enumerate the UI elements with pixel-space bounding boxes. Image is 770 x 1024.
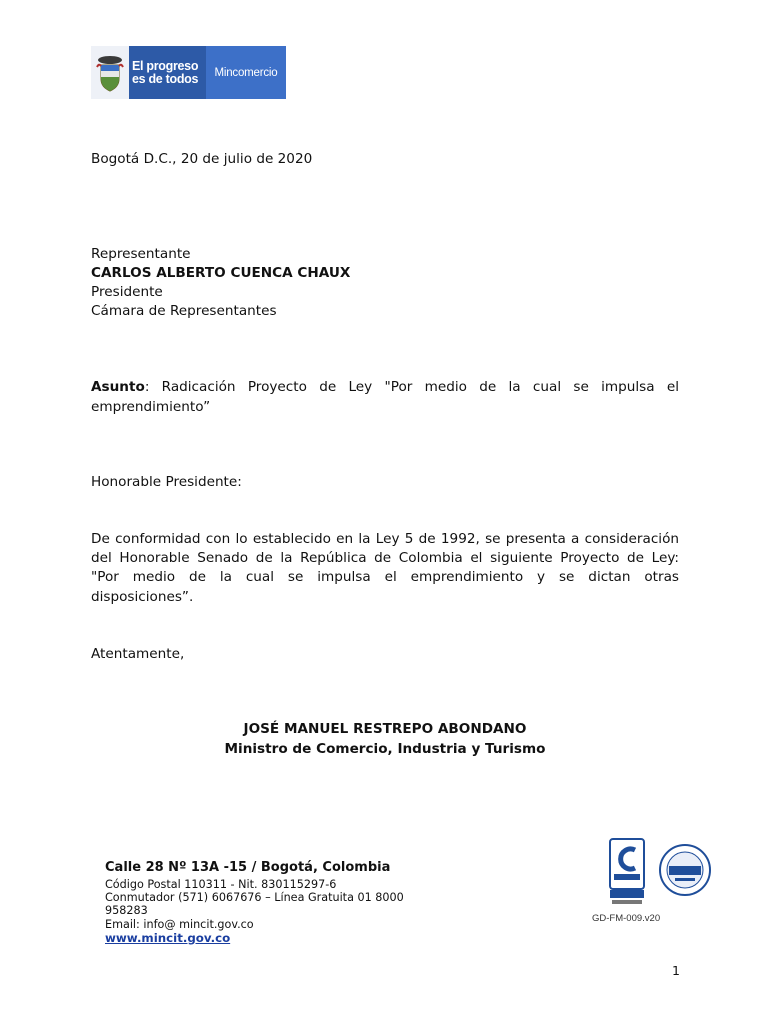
body-line4: disposiciones”. — [91, 589, 194, 605]
recipient-role: Presidente — [91, 284, 163, 300]
place-date: Bogotá D.C., 20 de julio de 2020 — [91, 151, 313, 167]
closing: Atentamente, — [91, 646, 185, 662]
signature-title: Ministro de Comercio, Industria y Turismo — [224, 741, 546, 757]
iqnet-seal-icon — [659, 844, 711, 896]
body-line2: del Honorable Senado de la República de Colombia el siguiente Proyecto de Ley: — [91, 550, 679, 566]
ministry-logo — [91, 46, 286, 99]
recipient-institution: Cámara de Representantes — [91, 303, 277, 319]
signature-name: JOSÉ MANUEL RESTREPO ABONDANO — [243, 721, 527, 737]
page-number: 1 — [672, 963, 680, 978]
footer-website-link[interactable]: www.mincit.gov.co — [105, 930, 231, 945]
subject-line2: emprendimiento” — [91, 399, 211, 415]
footer-address: Calle 28 Nº 13A -15 / Bogotá, Colombia — [105, 860, 391, 875]
subject-line1 — [91, 379, 679, 395]
form-code: GD-FM-009.v20 — [592, 913, 661, 924]
recipient-name: CARLOS ALBERTO CUENCA CHAUX — [91, 265, 351, 281]
footer-email: Email: info@ mincit.gov.co — [105, 917, 254, 931]
subject-text: : Radicación Proyecto de Ley "Por medio de la cual se impulsa el — [144, 379, 679, 395]
colombia-coat-of-arms-icon — [91, 46, 129, 99]
body-line1: De conformidad con lo establecido en la Ley 5 de 1992, se presenta a consideración — [91, 531, 679, 547]
recipient-title: Representante — [91, 246, 191, 262]
salutation: Honorable Presidente: — [91, 474, 242, 490]
brand-name: Mincomercio — [206, 46, 286, 99]
icontec-iso9001-seal-icon — [609, 838, 645, 906]
footer-phone-line1: Conmutador (571) 6067676 – Línea Gratuita 01 8000 — [105, 891, 404, 905]
footer-contact — [105, 860, 404, 945]
slogan-line1: El progreso — [132, 58, 199, 73]
footer-phone-line2: 958283 — [105, 904, 148, 918]
body-line3: "Por medio de la cual se impulsa el emprendimiento y se dictan otras — [91, 569, 679, 585]
footer-postal: Código Postal 110311 - Nit. 830115297-6 — [105, 878, 337, 891]
subject-label: Asunto — [91, 379, 145, 395]
slogan-line2: es de todos — [132, 71, 199, 86]
slogan — [129, 46, 206, 99]
